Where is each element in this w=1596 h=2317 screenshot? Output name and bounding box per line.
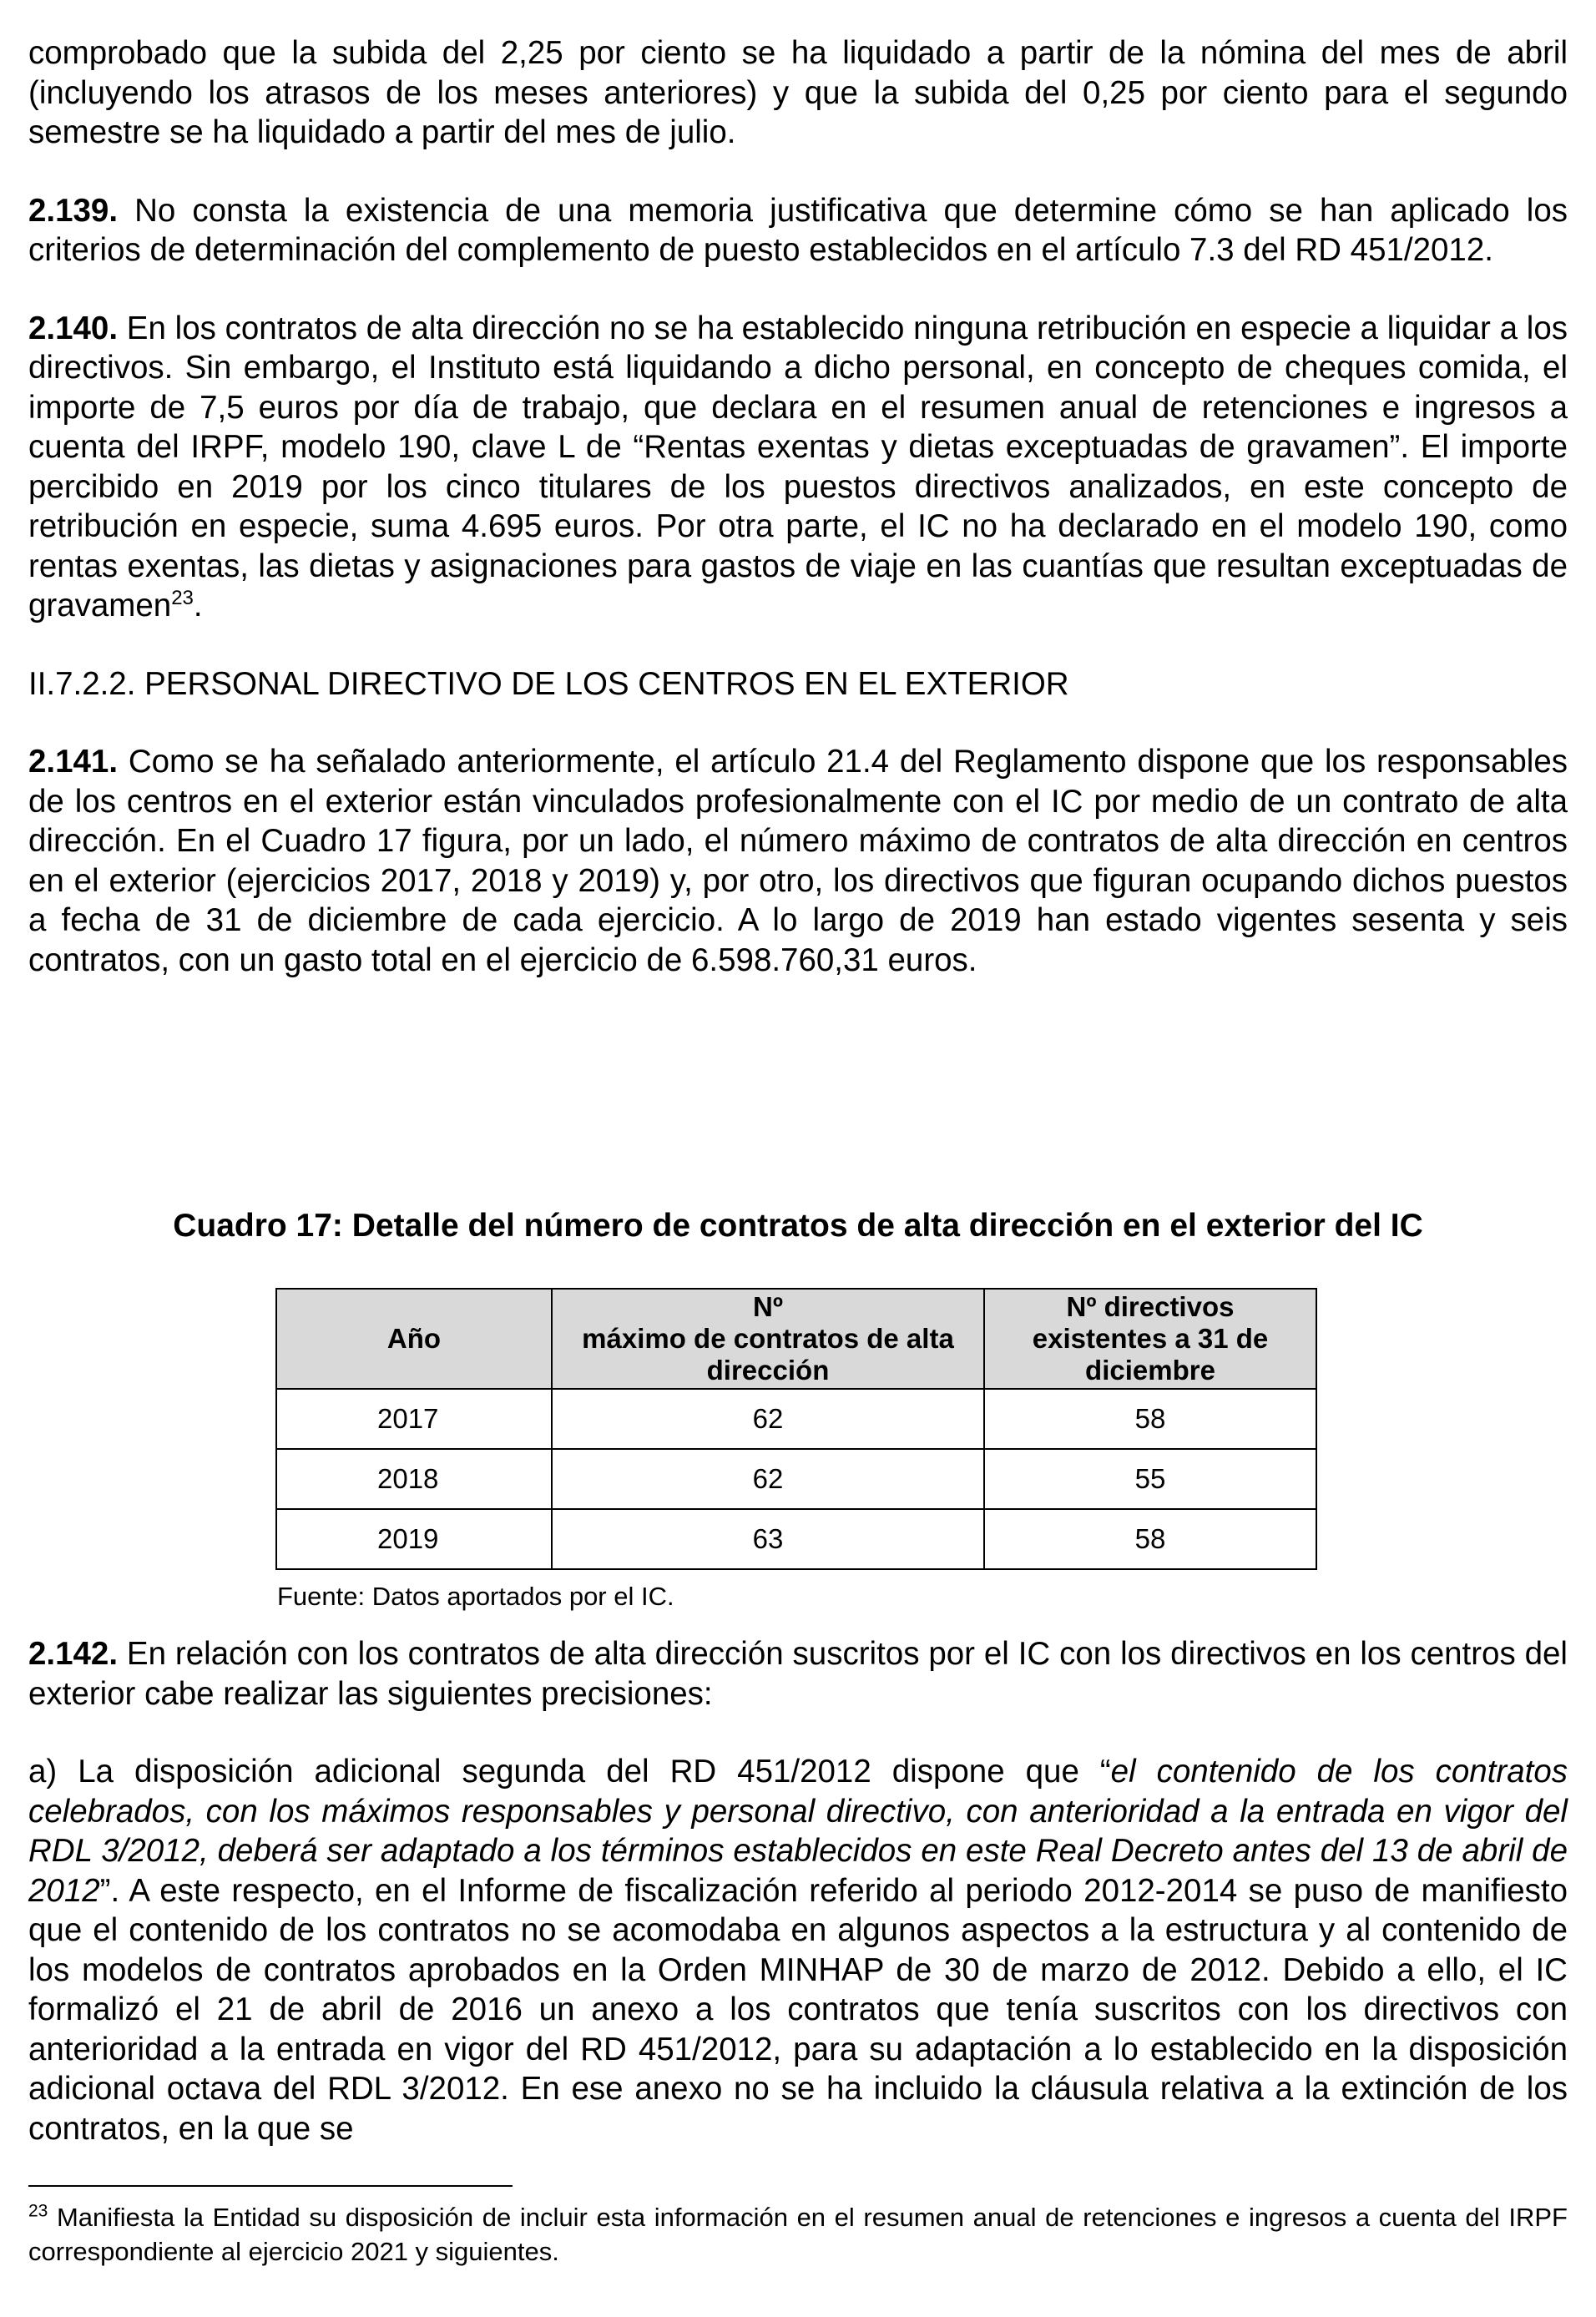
paragraph-text: ”. A este respecto, en el Informe de fiscalización referido al periodo 2012-2014 se puso de manifiesto que el contenido de los contratos no se acomodaba en algunos aspectos a la estructura y al contenido de los modelos de contratos aprobados en la Orden MINHAP de 30 de marzo de 2012. Debido a ello, el IC formalizó el 21 de abril de 2016 un anexo a los contratos que tenía suscritos con los directivos con anterioridad a la entrada en vigor del RD 451/2012, para su adaptación a lo establecido en la disposición adicional octava del RDL 3/2012. En ese anexo no se ha incluido la cláusula relativa a la extinción de los contratos, en la que se <box>28 1872 1568 2147</box>
footnote <box>28 2200 1568 2269</box>
header-max-contracts: Nº máximo de contratos de alta dirección <box>552 1289 984 1389</box>
cell-directors: 58 <box>984 1509 1316 1569</box>
cell-max-contracts: 63 <box>552 1509 984 1569</box>
header-year: Año <box>276 1289 552 1389</box>
paragraph-continuation <box>28 33 1568 153</box>
table-source: Fuente: Datos aportados por el IC. <box>277 1582 674 1611</box>
table-row <box>276 1449 1316 1509</box>
paragraph-lead: a) La disposición adicional segunda del RD 451/2012 dispone que “ <box>28 1754 1111 1789</box>
cell-max-contracts: 62 <box>552 1389 984 1449</box>
footnote-divider <box>28 2185 513 2187</box>
table-header-row <box>276 1289 1316 1389</box>
cell-max-contracts: 62 <box>552 1449 984 1509</box>
paragraph-number: 2.140. <box>28 310 119 346</box>
cell-directors: 58 <box>984 1389 1316 1449</box>
table-caption: Cuadro 17: Detalle del número de contratos de alta dirección en el exterior del IC <box>173 1208 1423 1244</box>
paragraph-a <box>28 1752 1568 2148</box>
paragraph-number: 2.141. <box>28 744 119 780</box>
document-page <box>28 33 1568 2147</box>
paragraph-text: comprobado que la subida del 2,25 por ciento se ha liquidado a partir de la nómina del mes de abril (incluyendo los atrasos de los meses anteriores) y que la subida del 0,25 por ciento para el segundo semestre se ha liquidado a partir del mes de julio. <box>28 35 1568 150</box>
cell-directors: 55 <box>984 1449 1316 1509</box>
quoted-provision: el contenido de los contratos celebrados, con los máximos responsables y personal directivo, con anterioridad a la entrada en vigor del RDL 3/2012, deberá ser adaptado a los términos establecidos en este Real Decreto antes del 13 de abril de 2012 <box>28 1754 1568 1909</box>
table-row <box>276 1509 1316 1569</box>
paragraph-text: En relación con los contratos de alta dirección suscritos por el IC con los directivos en los centros del exterior cabe realizar las siguientes precisiones: <box>28 1636 1568 1712</box>
footnote-reference[interactable]: 23 <box>171 587 194 610</box>
paragraph-2-139 <box>28 191 1568 270</box>
cell-year: 2017 <box>276 1389 552 1449</box>
paragraph-text: Como se ha señalado anteriormente, el artículo 21.4 del Reglamento dispone que los responsables de los centros en el exterior están vinculados profesionalmente con el IC por medio de un contrato de alta dirección. En el Cuadro 17 figura, por un lado, el número máximo de contratos de alta dirección en centros en el exterior (ejercicios 2017, 2018 y 2019) y, por otro, los directivos que figuran ocupando dichos puestos a fecha de 31 de diciembre de cada ejercicio. A lo largo de 2019 han estado vigentes sesenta y seis contratos, con un gasto total en el ejercicio de 6.598.760,31 euros. <box>28 744 1568 978</box>
lower-section <box>28 1634 1568 2148</box>
cell-year: 2019 <box>276 1509 552 1569</box>
paragraph-text: En los contratos de alta dirección no se ha establecido ninguna retribución en especie a liquidar a los directivos. Sin embargo, el Instituto está liquidando a dicho personal, en concepto de cheques comida, el importe de 7,5 euros por día de trabajo, que declara en el resumen anual de retenciones e ingresos a cuenta del IRPF, modelo 190, clave L de “Rentas exentas y dietas exceptuadas de gravamen”. El importe percibido en 2019 por los cinco titulares de los puestos directivos analizados, en este concepto de retribución en especie, suma 4.695 euros. Por otra parte, el IC no ha declarado en el modelo 190, como rentas exentas, las dietas y asignaciones para gastos de viaje en las cuantías que resultan exceptuadas de gravamen <box>28 310 1568 623</box>
paragraph-number: 2.142. <box>28 1636 119 1672</box>
paragraph-2-142 <box>28 1634 1568 1714</box>
table-row <box>276 1389 1316 1449</box>
section-heading: II.7.2.2. PERSONAL DIRECTIVO DE LOS CENTROS EN EL EXTERIOR <box>28 665 1069 702</box>
paragraph-number: 2.139. <box>28 192 119 229</box>
paragraph-text: No consta la existencia de una memoria justificativa que determine cómo se han aplicado los criterios de determinación del complemento de puesto establecidos en el artículo 7.3 del RD 451/2012. <box>28 192 1568 268</box>
paragraph-tail: . <box>193 588 203 623</box>
header-directors: Nº directivos existentes a 31 de diciembre <box>984 1289 1316 1389</box>
paragraph-2-141 <box>28 742 1568 980</box>
cell-year: 2018 <box>276 1449 552 1509</box>
contracts-table <box>275 1288 1317 1570</box>
footnote-text: Manifiesta la Entidad su disposición de incluir esta información en el resumen anual de retenciones e ingresos a cuenta del IRPF correspondiente al ejercicio 2021 y siguientes. <box>28 2203 1568 2266</box>
paragraph-2-140 <box>28 309 1568 626</box>
footnote-mark: 23 <box>28 2201 48 2221</box>
